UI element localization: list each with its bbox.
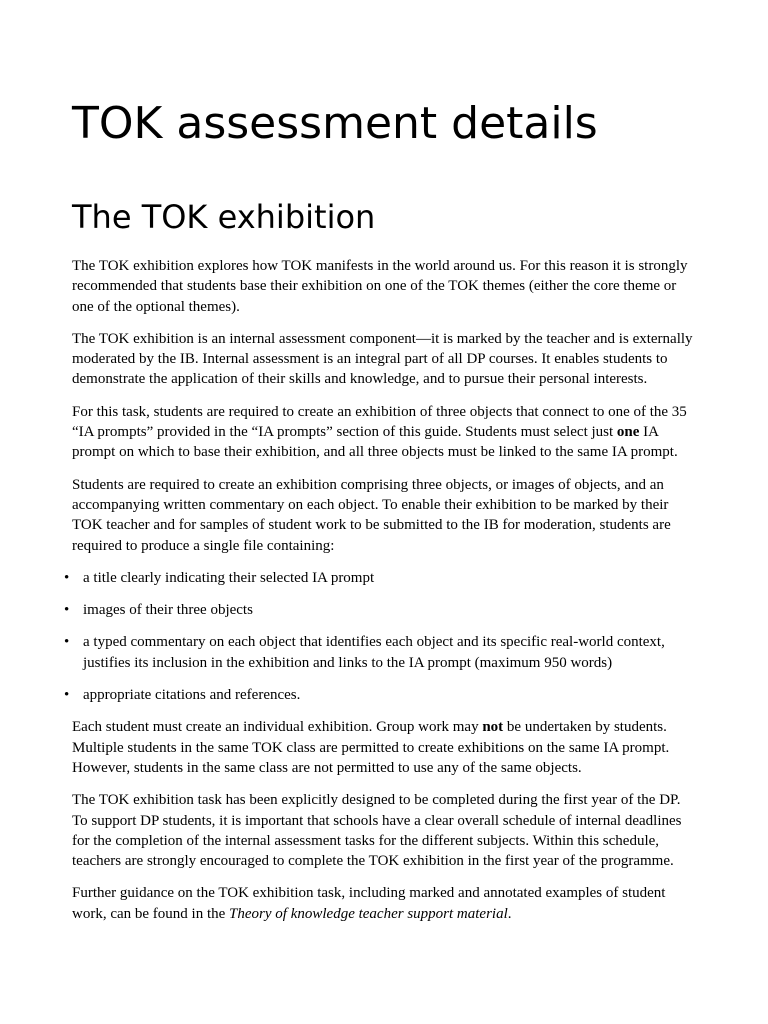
bullet-marker: • [64,687,70,704]
list-item [64,568,698,588]
paragraph-further-guidance-text-after: . [507,905,512,922]
paragraph-task-text-after: IA prompt on which to base their exhibition, and all three objects must be linked to the same IA prompt. [72,424,678,461]
paragraph-individual-work-text-after: be undertaken by students. Multiple students in the same TOK class are permitted to create exhibitions on the same IA prompt. However, students in the same class are not permitted to use any of the same objects. [72,719,670,776]
list-item-text: a title clearly indicating their selected IA prompt [83,569,375,586]
paragraph-schedule: The TOK exhibition task has been explicitly designed to be completed during the first year of the DP. To support DP students, it is important that schools have a clear overall schedule of internal deadlines for the completion of the internal assessment tasks for the different subjects. Within this schedule, teachers are strongly encouraged to complete the TOK exhibition in the first year of the programme. [72,792,682,870]
requirements-list [64,568,698,705]
paragraph-task-emphasis: one [616,424,640,441]
teacher-support-material-title: Theory of knowledge teacher support material [229,905,508,922]
list-item-text: images of their three objects [83,602,253,619]
list-item-text: appropriate citations and references. [83,687,301,704]
paragraph-individual-work [72,717,698,778]
list-item [64,685,698,705]
list-item [64,632,698,673]
paragraph-internal-assessment: The TOK exhibition is an internal assessment component—it is marked by the teacher and is externally moderated by the IB. Internal assessment is an integral part of all DP courses. It enables students to demonstrate the application of their skills and knowledge, and to pursue their personal interests. [72,330,693,388]
section-body [64,256,698,936]
paragraph-further-guidance-text-before: Further guidance on the TOK exhibition task, including marked and annotated examples of student work, can be found in the [72,885,666,922]
paragraph-further-guidance [72,883,698,924]
list-item [64,600,698,620]
list-item-text: a typed commentary on each object that identifies each object and its specific real-world context, justifies its inclusion in the exhibition and links to the IA prompt (maximum 950 words) [83,634,665,671]
bullet-marker: • [64,602,70,619]
paragraph-task [72,402,698,463]
paragraph-individual-work-emphasis: not [482,719,504,736]
paragraph-individual-work-text-before: Each student must create an individual exhibition. Group work may [72,719,483,736]
paragraph-task-text-before: For this task, students are required to create an exhibition of three objects that connect to one of the 35 “IA prompts” provided in the “IA prompts” section of this guide. Students must select just [72,403,687,441]
page-title: TOK assessment details [72,98,598,149]
paragraph-intro: The TOK exhibition explores how TOK manifests in the world around us. For this reason it is strongly recommended that students base their exhibition on one of the TOK themes (either the core theme or one of the optional themes). [72,258,688,315]
bullet-marker: • [64,569,70,586]
bullet-marker: • [64,634,70,651]
paragraph-requirements: Students are required to create an exhibition comprising three objects, or images of objects, and an accompanying written commentary on each object. To enable their exhibition to be marked by their TOK teacher and for samples of student work to be submitted to the IB for moderation, students are required to produce a single file containing: [72,476,671,554]
section-heading: The TOK exhibition [72,198,376,236]
